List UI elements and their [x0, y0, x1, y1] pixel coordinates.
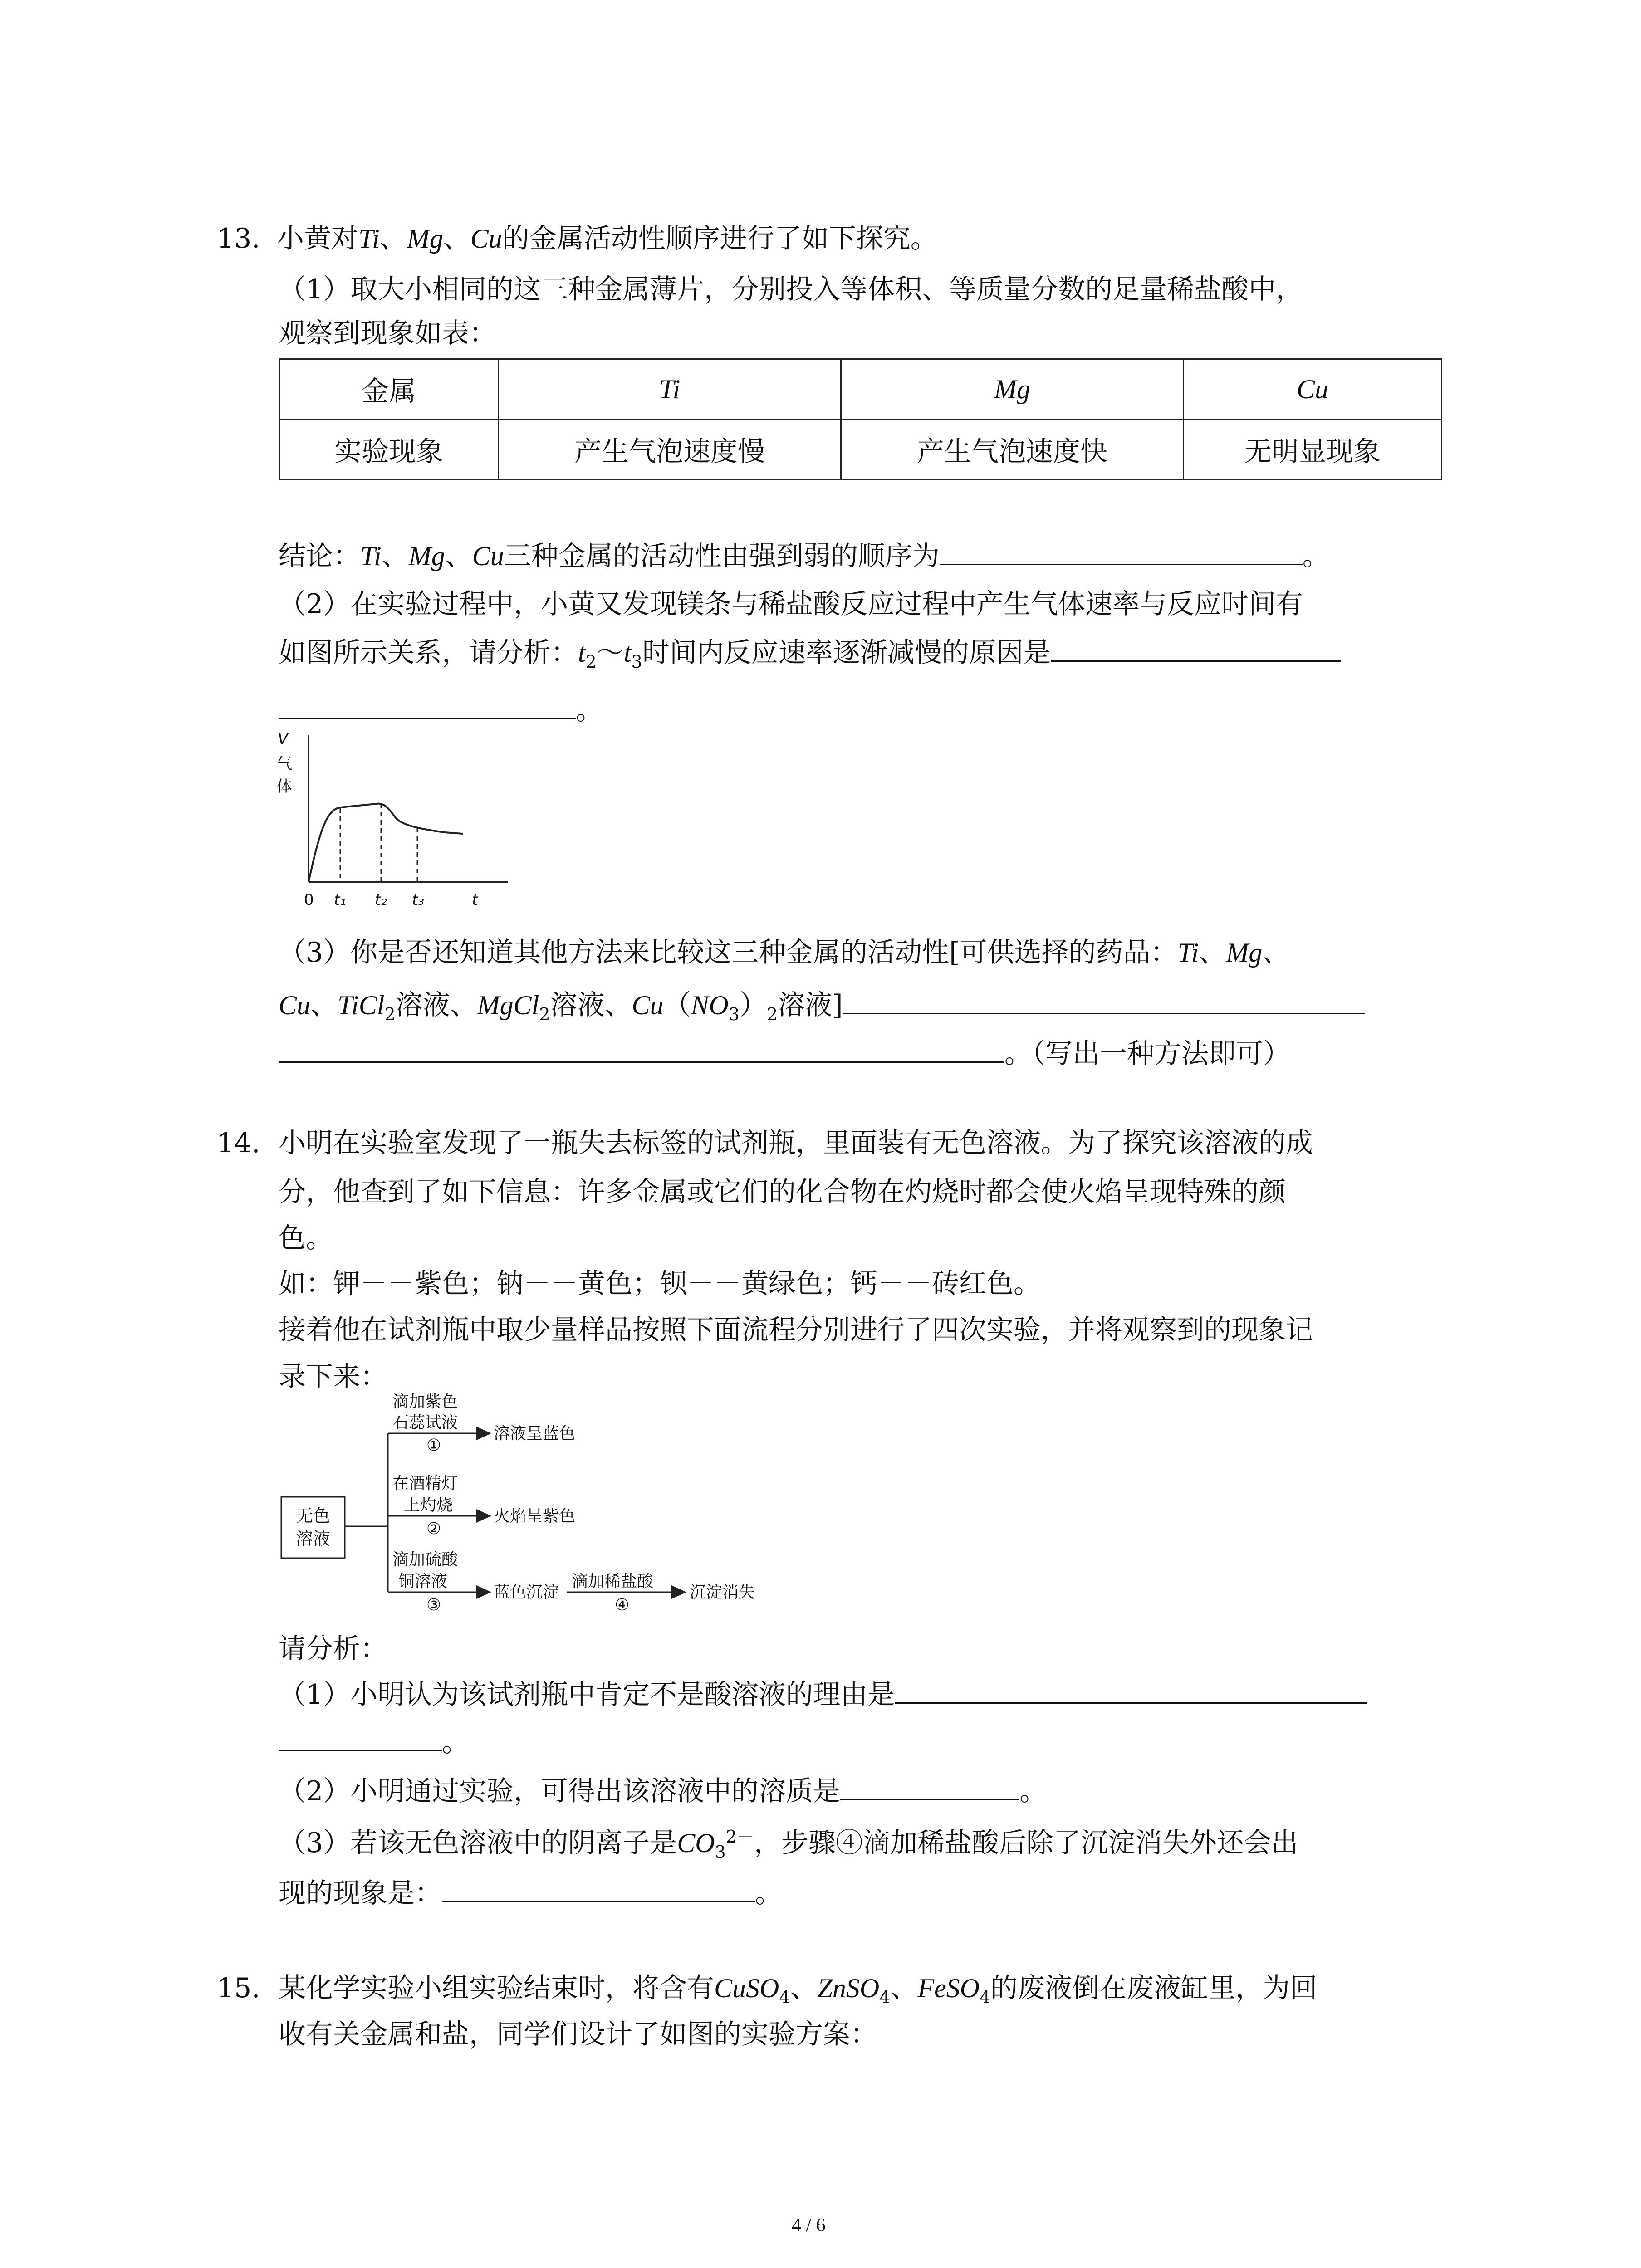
- answer-blank[interactable]: [279, 696, 576, 719]
- q13-part3-line3: 。（写出一种方法即可）: [279, 1040, 1290, 1067]
- q14-line3: 色。: [279, 1222, 333, 1254]
- q14-ask: 请分析：: [279, 1633, 387, 1665]
- q13-part1-line1: （1）取大小相同的这三种金属薄片，分别投入等体积、等质量分数的足量稀盐酸中，: [279, 274, 1303, 305]
- branch-1-label-2: 石蕊试液: [392, 1413, 458, 1432]
- q14-line2: 分，他查到了如下信息：许多金属或它们的化合物在灼烧时都会使火焰呈现特殊的颜: [279, 1176, 1286, 1208]
- q15-line2: 收有关金属和盐，同学们设计了如图的实验方案：: [279, 2019, 877, 2050]
- table-cell: 实验现象: [279, 420, 499, 480]
- q13-part3-line2: Cu、TiCl$_2$溶液、MgCl$_2$溶液、$Cu(NO_3)_2$溶液]: [279, 991, 1365, 1023]
- q14-number: 14.: [217, 1127, 260, 1159]
- q14-line4: 如：钾－－紫色；钠－－黄色；钡－－黄绿色；钙－－砖红色。: [279, 1268, 1041, 1300]
- answer-blank[interactable]: [840, 1777, 1019, 1800]
- branch-1-result: 溶液呈蓝色: [494, 1424, 576, 1443]
- answer-blank[interactable]: [895, 1681, 1367, 1704]
- t3-label: t₃: [412, 891, 424, 909]
- answer-blank[interactable]: [940, 542, 1303, 565]
- q14-part1-cont: 。: [279, 1728, 469, 1756]
- t2-label: t₂: [375, 891, 387, 909]
- q14-part3-line1: （3）若该无色溶液中的阴离子是$CO_3^{2-}$，步骤④滴加稀盐酸后除了沉淀消失外还会出: [279, 1827, 1298, 1862]
- branch-1-label-1: 滴加紫色: [392, 1393, 458, 1411]
- experiment-flow-diagram: [277, 1388, 821, 1615]
- branch-3-label-2: 铜溶液: [398, 1572, 448, 1591]
- branch-2-step: ②: [426, 1520, 441, 1538]
- start-label-1: 无色: [295, 1506, 331, 1526]
- table-cell: Ti: [499, 359, 841, 420]
- q13-part1-line2: 观察到现象如表：: [279, 318, 496, 349]
- branch-3-label-1: 滴加硫酸: [392, 1550, 458, 1569]
- q14-line5: 接着他在试剂瓶中取少量样品按照下面流程分别进行了四次实验，并将观察到的现象记: [279, 1314, 1313, 1346]
- rate-time-graph: [272, 726, 508, 921]
- start-label-2: 溶液: [295, 1529, 331, 1549]
- answer-blank[interactable]: [843, 991, 1365, 1014]
- branch-3-step: ③: [426, 1596, 441, 1614]
- table-cell: 产生气泡速度慢: [499, 420, 841, 480]
- q14-line6: 录下来：: [279, 1361, 387, 1393]
- branch-3-result: 蓝色沉淀: [494, 1583, 559, 1602]
- page-number: 4 / 6: [792, 2215, 826, 2236]
- branch-2-label-1: 在酒精灯: [392, 1474, 458, 1493]
- table-cell: Mg: [841, 359, 1184, 420]
- origin-label: 0: [304, 891, 314, 909]
- branch-1-step: ①: [426, 1436, 441, 1455]
- q13-part2-line1: （2）在实验过程中，小黄又发现镁条与稀盐酸反应过程中产生气体速率与反应时间有: [279, 588, 1303, 620]
- table-cell: 无明显现象: [1184, 420, 1442, 480]
- q14-part2: （2）小明通过实验，可得出该溶液中的溶质是 。: [279, 1775, 1047, 1807]
- rate-curve: [309, 804, 463, 882]
- answer-blank[interactable]: [442, 1879, 755, 1902]
- q13-part3-line1: （3）你是否还知道其他方法来比较这三种金属的活动性[可供选择的药品：Ti、Mg、: [279, 937, 1290, 968]
- step-4-result: 沉淀消失: [690, 1583, 755, 1602]
- step-4-label: 滴加稀盐酸: [572, 1572, 654, 1591]
- answer-blank[interactable]: [1051, 639, 1341, 662]
- q13-conclusion: 结论：Ti、Mg、Cu三种金属的活动性由强到弱的顺序为 。: [279, 540, 1330, 572]
- v-axis-label: V: [278, 730, 289, 748]
- branch-2-result: 火焰呈紫色: [494, 1507, 576, 1525]
- answer-blank[interactable]: [279, 1728, 442, 1751]
- q15-number: 15.: [217, 1972, 260, 2004]
- metal-observation-table: [279, 358, 1442, 480]
- table-row: [279, 359, 1442, 420]
- table-cell: Cu: [1184, 359, 1442, 420]
- gas-label-1: 气: [277, 755, 292, 773]
- q13-number: 13.: [217, 223, 260, 254]
- table-row: [279, 420, 1442, 480]
- table-cell: 金属: [279, 359, 499, 420]
- q13-intro: 小黄对Ti、Mg、Cu的金属活动性顺序进行了如下探究。: [277, 223, 938, 254]
- branch-2-label-2: 上灼烧: [404, 1496, 453, 1515]
- table-cell: 产生气泡速度快: [841, 420, 1184, 480]
- t-label: t: [472, 891, 478, 909]
- q14-part1: （1）小明认为该试剂瓶中肯定不是酸溶液的理由是: [279, 1681, 1367, 1708]
- q14-line1: 小明在实验室发现了一瓶失去标签的试剂瓶，里面装有无色溶液。为了探究该溶液的成: [279, 1127, 1313, 1159]
- t1-label: t₁: [334, 891, 346, 909]
- answer-blank[interactable]: [279, 1040, 1004, 1063]
- gas-label-2: 体: [277, 777, 292, 796]
- q15-line1: 某化学实验小组实验结束时，将含有CuSO$_4$、ZnSO$_4$、FeSO$_4$的废液倒在废液缸里，为回: [279, 1972, 1318, 2007]
- q13-part2-line2: 如图所示关系，请分析：$t_2\sim t_3$时间内反应速率逐渐减慢的原因是: [279, 639, 1341, 670]
- q13-part2-line3: 。: [279, 696, 603, 724]
- step-4-number: ④: [615, 1596, 630, 1614]
- q14-part3-line2: 现的现象是： 。: [279, 1877, 782, 1909]
